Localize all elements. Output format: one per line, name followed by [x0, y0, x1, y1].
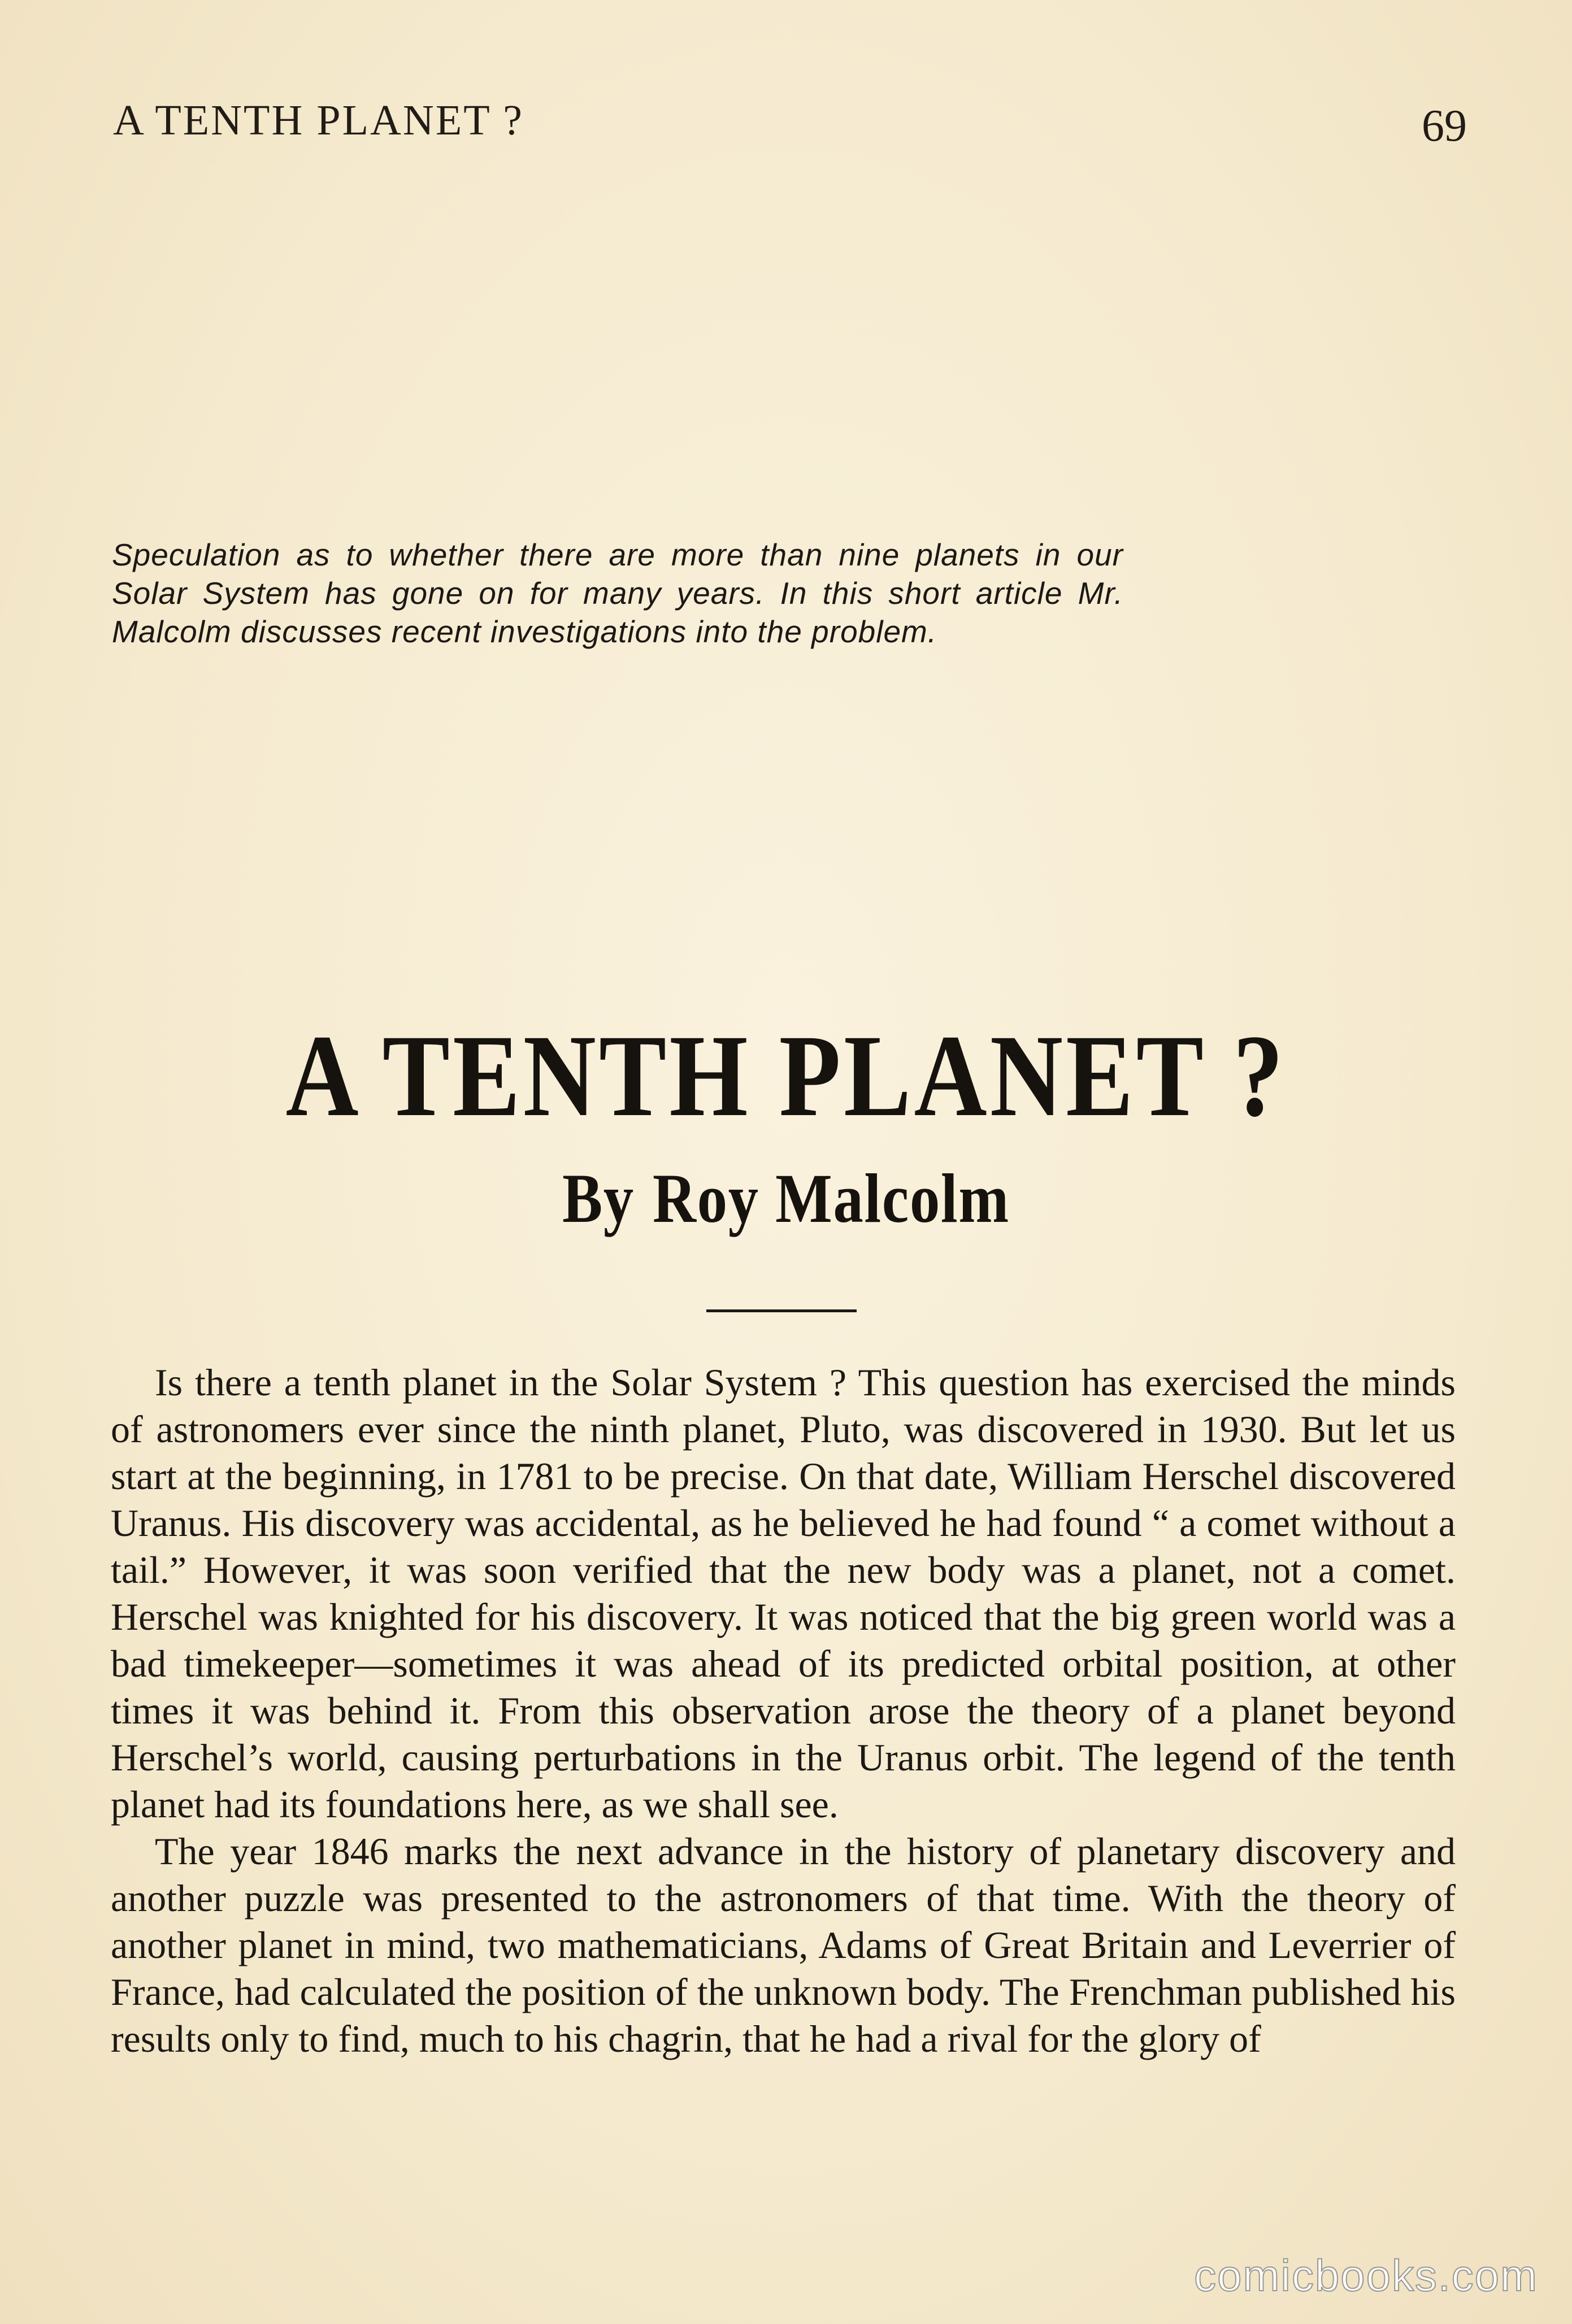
- page-number: 69: [1422, 101, 1467, 151]
- divider-rule: [706, 1309, 857, 1312]
- standfirst: Speculation as to whether there are more than nine planets in our Solar System has gone on for many years. In this short article Mr. Malcolm discusses recent investigations into the problem.: [112, 537, 1123, 649]
- article-title: A TENTH PLANET ?: [285, 1011, 1287, 1141]
- article-body: [111, 1359, 1456, 2062]
- paragraph: The year 1846 marks the next advance in the history of planetary discovery and another puzzle was presented to the astronomers of that time. With the theory of another planet in mind, two mathematicians, Adams of Great Britain and Leverrier of France, had calculated the position of the unknown body. The Frenchman published his results only to find, much to his chagrin, that he had a rival for the glory of: [111, 1830, 1456, 2060]
- byline-prefix: By: [562, 1160, 635, 1237]
- running-head: A TENTH PLANET ?: [113, 97, 524, 144]
- watermark: comicbooks.com: [1194, 2251, 1538, 2300]
- paragraph: Is there a tenth planet in the Solar System ? This question has exercised the minds of astronomers ever since the ninth planet, Pluto, was discovered in 1930. But let us start at the beginning, in 1781 to be precise. On that date, William Herschel discovered Uranus. His discovery was accidental, as he believed he had found “ a comet without a tail.” However, it was soon verified that the new body was a planet, not a comet. Herschel was knighted for his discovery. It was noticed that the big green world was a bad timekeeper—sometimes it was ahead of its predicted orbital position, at other times it was behind it. From this observation arose the theory of a planet beyond Herschel’s world, causing perturbations in the Uranus orbit. The legend of the tenth planet had its foundations here, as we shall see.: [111, 1361, 1456, 1826]
- byline: [110, 1160, 1462, 1237]
- author-name: Roy Malcolm: [652, 1160, 1010, 1237]
